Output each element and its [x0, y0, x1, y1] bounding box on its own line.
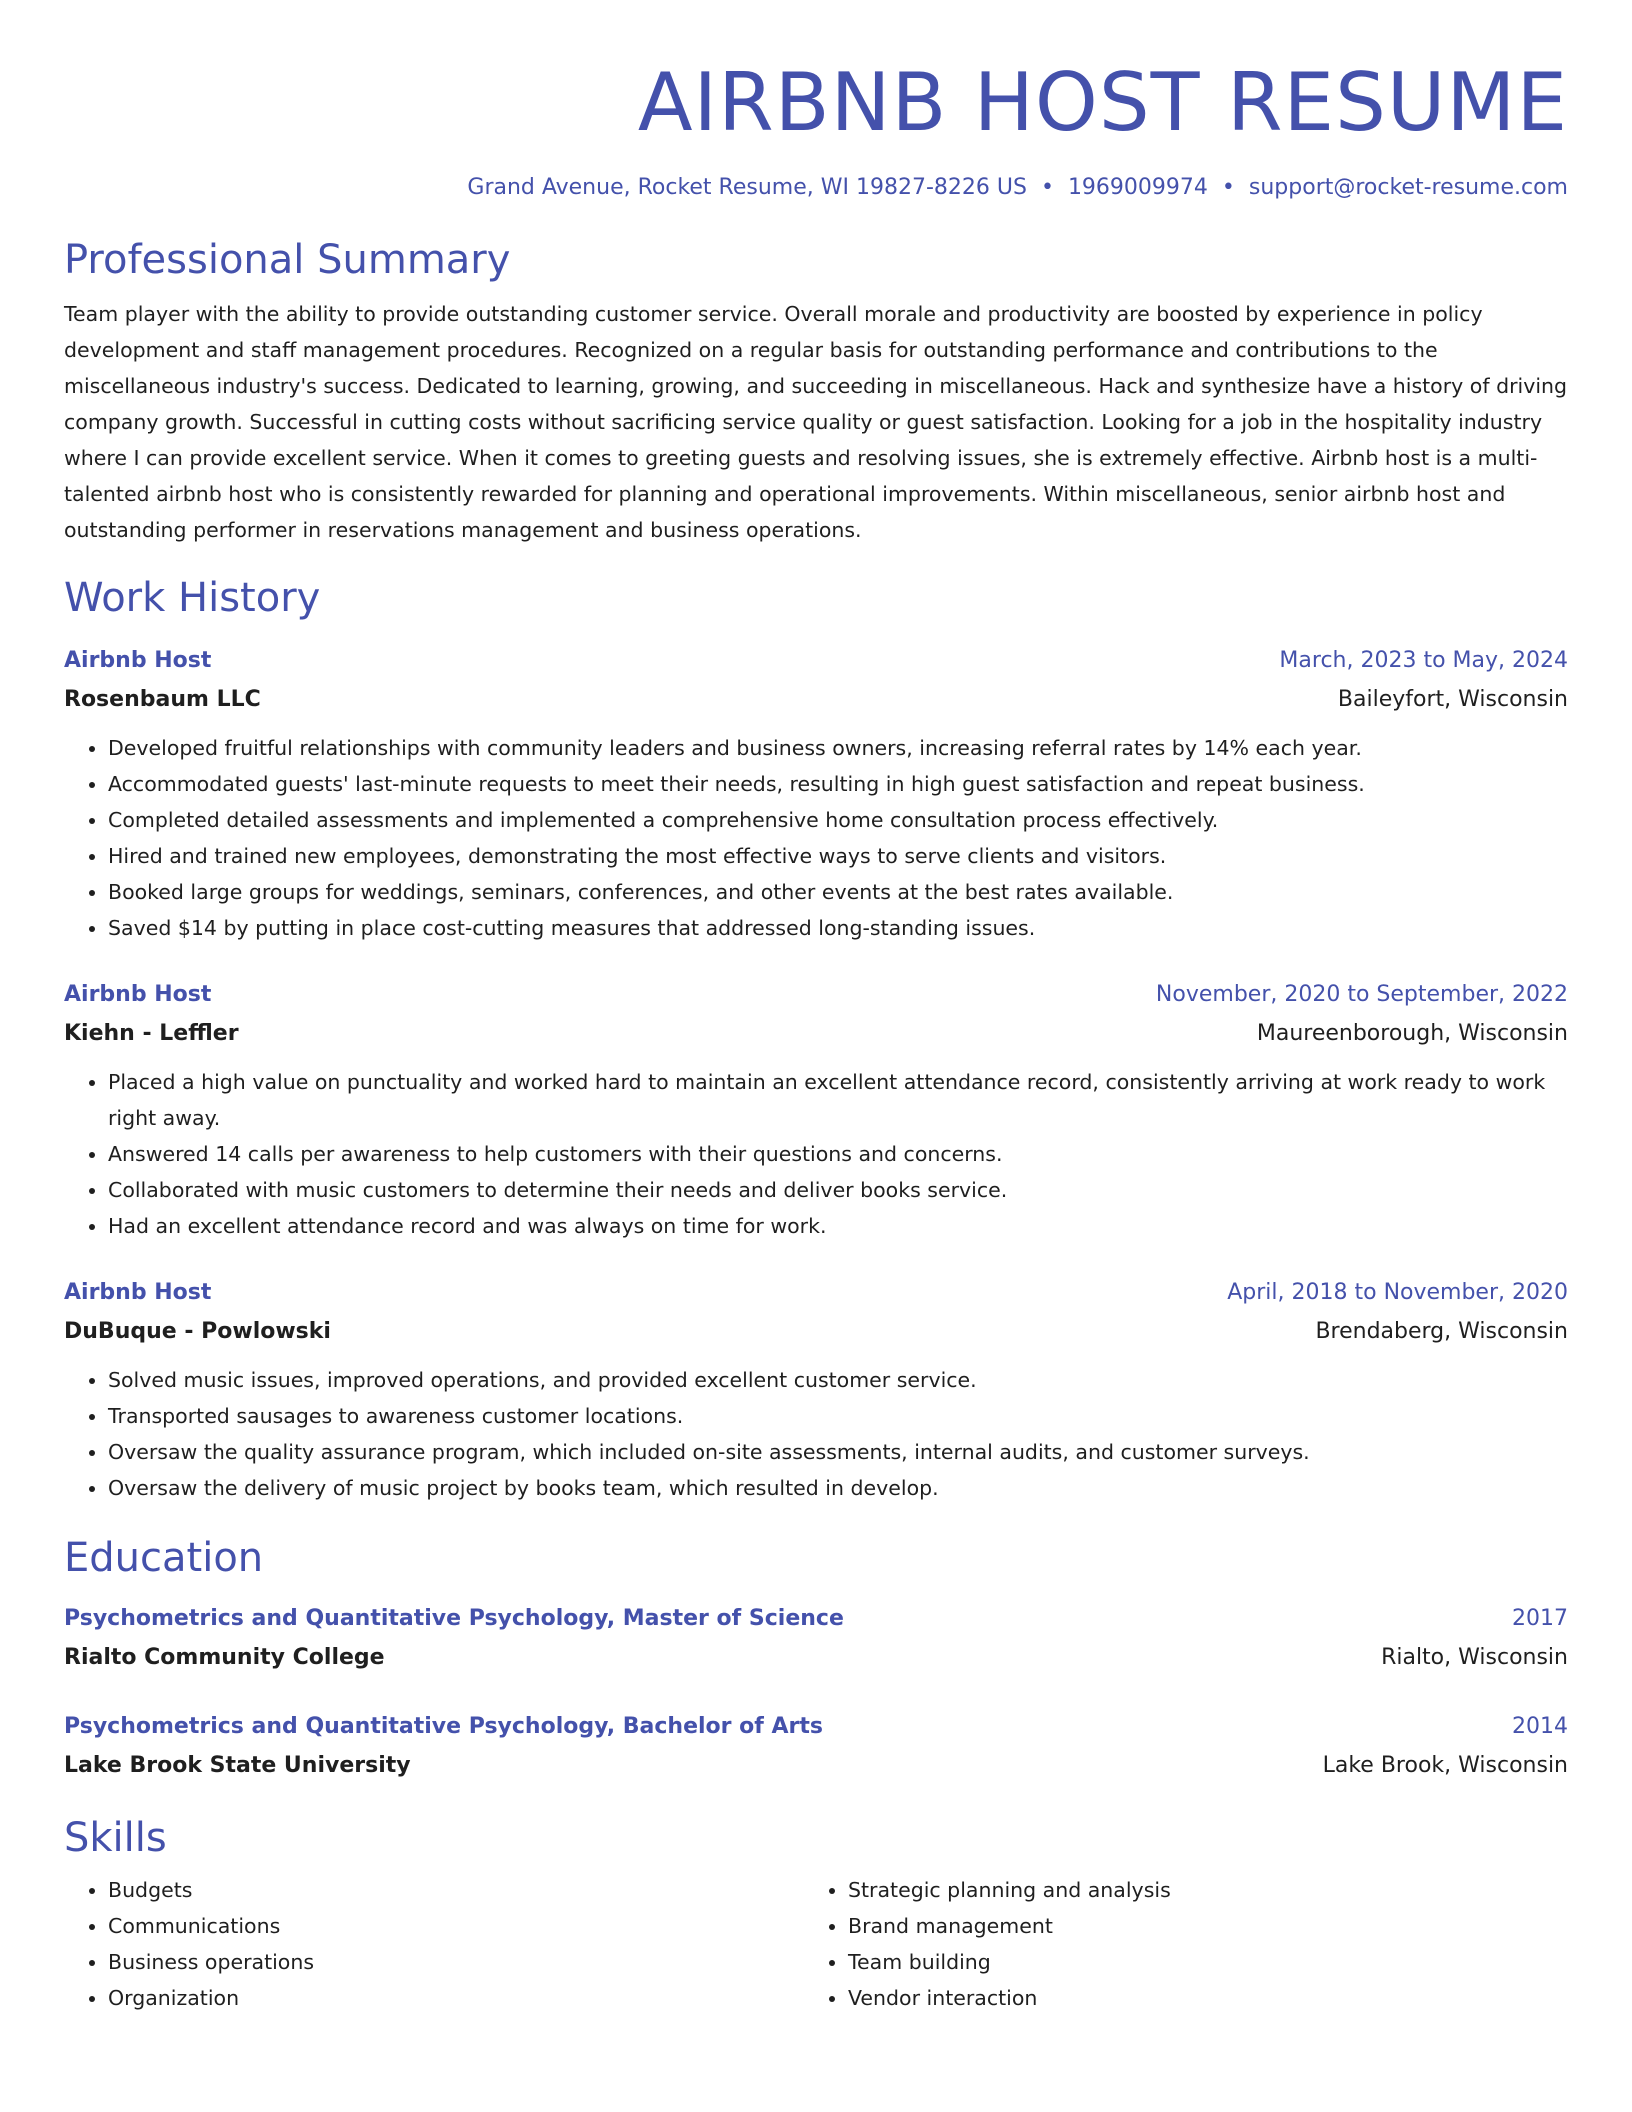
- job-dates: November, 2020 to September, 2022: [1155, 982, 1568, 1007]
- job-bullet: • Oversaw the delivery of music project by books team, which resulted in develop.: [108, 1470, 1568, 1506]
- skill-item: • Communications: [108, 1908, 804, 1944]
- job-entry: [64, 1274, 1568, 1506]
- skill-item: • Strategic planning and analysis: [848, 1872, 1544, 1908]
- job-bullet: • Solved music issues, improved operations, and provided excellent customer service.: [108, 1362, 1568, 1398]
- job-bullet: • Answered 14 calls per awareness to help customers with their questions and concerns.: [108, 1136, 1568, 1172]
- summary-section: [64, 234, 1568, 548]
- skill-item: • Organization: [108, 1980, 804, 2016]
- education-section: [64, 1532, 1568, 1786]
- job-location: Maureenborough, Wisconsin: [1256, 1021, 1568, 1046]
- job-company: DuBuque - Powlowski: [64, 1319, 331, 1344]
- job-dates: March, 2023 to May, 2024: [1279, 648, 1568, 673]
- job-dates: April, 2018 to November, 2020: [1227, 1280, 1568, 1305]
- resume-title: AIRBNB HOST RESUME: [637, 56, 1568, 149]
- education-header-row: [64, 1600, 1568, 1638]
- contact-phone: 1969009974: [1067, 175, 1208, 200]
- education-header-row: [64, 1708, 1568, 1746]
- job-company-row: [64, 1312, 1568, 1352]
- job-company-row: [64, 680, 1568, 720]
- education-entry: [64, 1600, 1568, 1678]
- skill-item: • Vendor interaction: [848, 1980, 1544, 2016]
- job-bullet: • Developed fruitful relationships with community leaders and business owners, increasing referral rates by 14% each year.: [108, 730, 1568, 766]
- job-bullet: • Oversaw the quality assurance program, which included on-site assessments, internal audits, and customer surveys.: [108, 1434, 1568, 1470]
- education-year: 2017: [1512, 1606, 1568, 1631]
- skills-list-left: [64, 1872, 804, 2016]
- education-degree: Psychometrics and Quantitative Psychology, Master of Science: [64, 1606, 844, 1631]
- education-year: 2014: [1512, 1714, 1568, 1739]
- job-bullet: • Had an excellent attendance record and was always on time for work.: [108, 1208, 1568, 1244]
- education-location: Rialto, Wisconsin: [1381, 1645, 1568, 1670]
- job-bullets: [64, 730, 1568, 946]
- education-entry: [64, 1708, 1568, 1786]
- job-bullets: [64, 1362, 1568, 1506]
- job-bullet: • Completed detailed assessments and implemented a comprehensive home consultation process effectively.: [108, 802, 1568, 838]
- job-header-row: [64, 642, 1568, 680]
- job-bullet: • Transported sausages to awareness customer locations.: [108, 1398, 1568, 1434]
- skills-columns: [64, 1872, 1568, 2016]
- section-title-education: Education: [64, 1535, 264, 1581]
- resume-header: [64, 48, 1568, 204]
- job-role: Airbnb Host: [64, 1280, 212, 1305]
- skill-item: • Brand management: [848, 1908, 1544, 1944]
- contact-address: Grand Avenue, Rocket Resume, WI 19827-8226 US: [467, 175, 1027, 200]
- job-company-row: [64, 1014, 1568, 1054]
- skills-section: [64, 1812, 1568, 2016]
- contact-separator: •: [1040, 175, 1054, 200]
- job-bullet: • Placed a high value on punctuality and worked hard to maintain an excellent attendance record, consistently arriving at work ready to work right away.: [108, 1064, 1568, 1136]
- work-history-section: [64, 572, 1568, 1506]
- education-degree: Psychometrics and Quantitative Psychology, Bachelor of Arts: [64, 1714, 823, 1739]
- section-title-summary: Professional Summary: [64, 237, 511, 283]
- job-bullets: [64, 1064, 1568, 1244]
- summary-text: Team player with the ability to provide outstanding customer service. Overall morale and productivity are boosted by experience in policy development and staff management procedures. Recognized on a regular basis for outstanding performance and contributions to the miscellaneous industry's success. Dedicated to learning, growing, and succeeding in miscellaneous. Hack and synthesize have a history of driving company growth. Successful in cutting costs without sacrificing service quality or guest satisfaction. Looking for a job in the hospitality industry where I can provide excellent service. When it comes to greeting guests and resolving issues, she is extremely effective. Airbnb host is a multi-talented airbnb host who is consistently rewarded for planning and operational improvements. Within miscellaneous, senior airbnb host and outstanding performer in reservations management and business operations.: [64, 302, 1568, 542]
- job-company: Kiehn - Leffler: [64, 1021, 239, 1046]
- job-role: Airbnb Host: [64, 982, 212, 1007]
- contact-line: [64, 172, 1568, 204]
- skill-item: • Team building: [848, 1944, 1544, 1980]
- section-title-work-history: Work History: [64, 575, 321, 621]
- job-header-row: [64, 1274, 1568, 1312]
- education-school-row: [64, 1638, 1568, 1678]
- job-company: Rosenbaum LLC: [64, 687, 261, 712]
- job-bullet: • Saved $14 by putting in place cost-cutting measures that addressed long-standing issues.: [108, 910, 1568, 946]
- job-role: Airbnb Host: [64, 648, 212, 673]
- education-school: Rialto Community College: [64, 1645, 385, 1670]
- job-entry: [64, 642, 1568, 946]
- job-location: Baileyfort, Wisconsin: [1337, 687, 1568, 712]
- skills-list-right: [804, 1872, 1544, 2016]
- skill-item: • Budgets: [108, 1872, 804, 1908]
- education-school: Lake Brook State University: [64, 1753, 411, 1778]
- section-title-skills: Skills: [64, 1815, 167, 1861]
- education-school-row: [64, 1746, 1568, 1786]
- job-bullet: • Accommodated guests' last-minute requests to meet their needs, resulting in high guest satisfaction and repeat business.: [108, 766, 1568, 802]
- skill-item: • Business operations: [108, 1944, 804, 1980]
- contact-separator: •: [1221, 175, 1235, 200]
- education-location: Lake Brook, Wisconsin: [1322, 1753, 1568, 1778]
- job-bullet: • Hired and trained new employees, demonstrating the most effective ways to serve clients and visitors.: [108, 838, 1568, 874]
- job-header-row: [64, 976, 1568, 1014]
- contact-email[interactable]: support@rocket-resume.com: [1248, 175, 1568, 200]
- job-bullet: • Booked large groups for weddings, seminars, conferences, and other events at the best rates available.: [108, 874, 1568, 910]
- job-location: Brendaberg, Wisconsin: [1315, 1319, 1568, 1344]
- job-entry: [64, 976, 1568, 1244]
- job-bullet: • Collaborated with music customers to determine their needs and deliver books service.: [108, 1172, 1568, 1208]
